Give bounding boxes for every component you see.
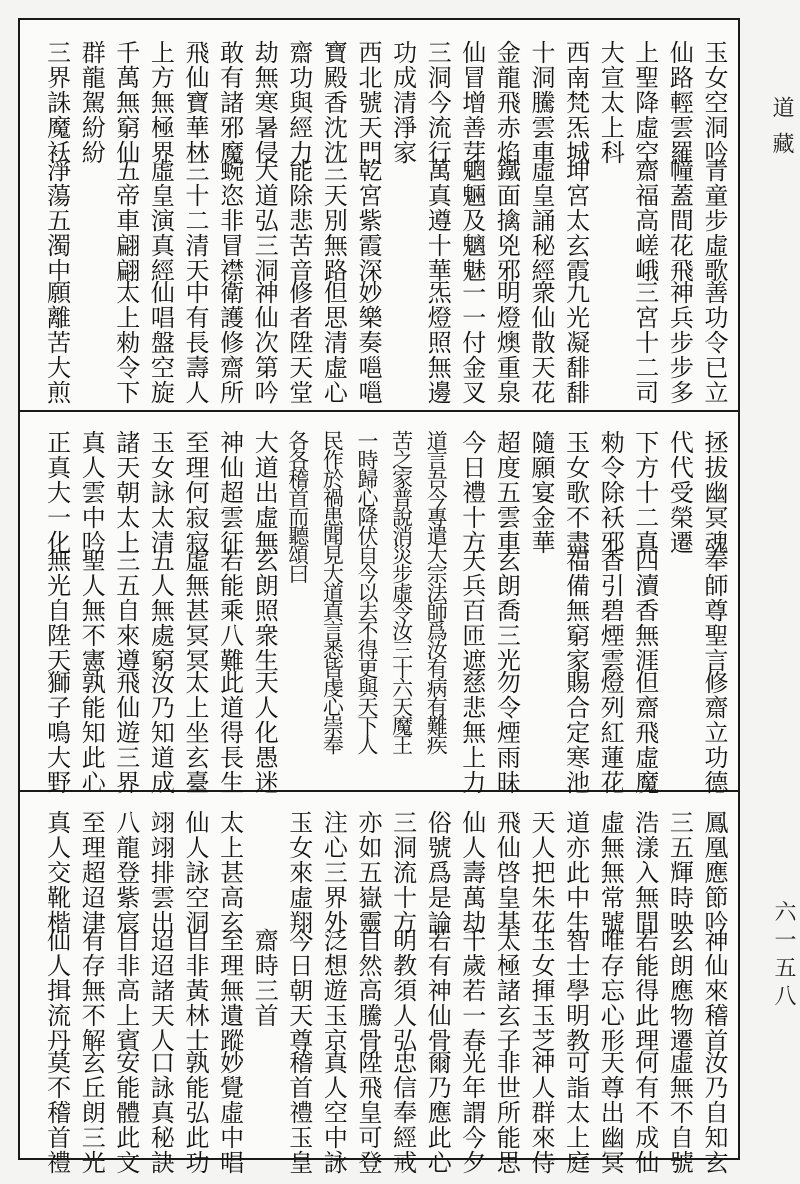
verse-line: 虛皇誦秘經 [527,158,555,283]
verse-line: 中有長壽人 [181,280,209,405]
verse-line: 隨願宴金華 [527,430,555,555]
verse-line: 陞飛皇可登 [354,1050,382,1175]
verse-line: 修齋立功德 [700,670,728,795]
verse-line: 虛皇演真經 [146,158,175,283]
verse-line: 三十二清天 [181,158,209,283]
verse-line: 齋福高嵯峨 [630,158,659,283]
verse-line: 一一付金叉 [457,280,486,405]
verse-line: 八龍登紫宸 [111,810,140,935]
verse-line: 泛想遊玉京 [319,928,348,1053]
verse-line: 燈列紅蓮花 [596,670,625,795]
verse-line: 三洞今流行 [423,40,452,165]
verse-line: 迢迢諸天人 [146,928,175,1053]
verse-line: 仙人揖流丹 [42,928,71,1053]
verse-line: 至理何寂寂 [181,430,209,555]
verse-line: 天人把朱花 [527,810,555,935]
verse-line: 鳳凰應節吟 [700,810,728,935]
verse-line: 萬真遵十華 [423,158,452,283]
verse-line: 蜿恣非冒襟 [215,158,244,283]
verse-line: 神仙次第吟 [250,280,279,405]
verse-line: 浩漾入無間 [630,810,659,935]
verse-line: 虛無不自號 [665,1050,694,1175]
verse-line: 至理無遺蹤 [215,928,244,1053]
verse-line: 三洞流十方 [388,810,417,935]
verse-line: 亦如五嶽靈 [354,810,382,935]
verse-line: 勑令除袄邪 [596,430,625,555]
verse-line: 今日朝天尊 [284,928,313,1053]
verse-line: 五帝車翩翩 [111,158,140,283]
verse-line: 安能體此文 [111,1050,140,1175]
verse-line: 唯存忘心形 [596,928,625,1053]
verse-line: 三界誅魔袄 [42,40,71,165]
verse-line: 能除悲苦音 [284,158,313,283]
verse-line: 天兵百匝遮 [457,548,486,673]
verse-line: 孰能弘此功 [181,1050,209,1175]
verse-line: 聖人無不憲 [77,548,106,673]
verse-line: 金龍飛赤焰 [492,40,521,165]
verse-line: 諸天朝太上 [111,430,140,555]
verse-line: 神仙超雲征 [215,430,244,555]
verse-line: 俗號爲是論 [423,810,452,935]
verse-line: 神仙來稽首 [700,928,728,1053]
verse-line: 天尊出幽冥 [596,1050,625,1175]
verse-line: 此道得長生 [215,670,244,795]
verse-line: 無光自陞天 [42,548,71,673]
verse-line: 奉師尊聖言 [700,548,728,673]
verse-line: 仙人壽萬劫 [457,810,486,935]
verse-line: 群龍駕紛紛 [77,40,106,165]
verse-line: 三天別無路 [319,158,348,283]
verse-line: 功成清淨家 [388,40,417,165]
verse-line: 鐵面擒兇邪 [492,158,521,283]
verse-line: 千萬無窮仙 [111,40,140,165]
verse-line: 大道弘三洞 [250,158,279,283]
verse-line: 今日禮十方 [457,430,486,555]
prose-line: 一時歸心降伏自今以去不得更與天下人 [355,430,379,753]
verse-line: 青童步虛歌 [700,158,728,283]
verse-line: 炁燈照無邊 [423,280,452,405]
verse-line: 仙唱盤空旋 [146,280,175,405]
verse-line: 大宣太上科 [596,40,625,165]
verse-line: 十洞騰雲車 [527,40,555,165]
verse-line: 可詣太上庭 [561,1050,590,1175]
prose-line: 苦之家普說消災步虛令汝三十六天魔王 [389,430,414,753]
verse-line: 拯拔幽冥魂 [700,430,728,555]
verse-line: 忠信奉經戒 [388,1050,417,1175]
verse-line: 魍魎及魑魅 [457,158,486,283]
verse-line: 若能得此理 [630,928,659,1053]
verse-line: 光年謂今夕 [457,1050,486,1175]
verse-line: 賜合定寒池 [561,670,590,795]
verse-line: 善功令已立 [700,280,728,405]
verse-line: 慈悲無上力 [457,670,486,795]
verse-line: 明教須人弘 [388,928,417,1053]
verse-line: 玉女詠太清 [146,430,175,555]
verse-line: 香引碧煙雲 [596,548,625,673]
verse-line: 天人化愚迷 [250,670,279,795]
verse-line: 劫無寒暑侵 [250,40,279,165]
verse-line: 玉女空洞吟 [700,40,728,165]
verse-line: 自非高上賓 [111,928,140,1053]
verse-line: 福備無窮家 [561,548,590,673]
verse-line: 玄朗喬三光 [492,548,521,673]
verse-line: 超度五雲車 [492,430,521,555]
verse-line: 獅子鳴大野 [42,670,71,795]
verse-line: 飛仙啓皇基 [492,810,521,935]
verse-line: 淨蕩五濁中 [42,158,71,283]
verse-line: 仙人詠空洞 [181,810,209,935]
verse-line: 玄朗照衆生 [250,548,279,673]
verse-line: 汝乃知道成 [146,670,175,795]
verse-line: 道亦此中生 [561,810,590,935]
verse-line: 虛無甚冥冥 [181,548,209,673]
verse-line: 自非黃林士 [181,928,209,1053]
verse-line: 幢蓋間花飛 [665,158,694,283]
verse-line: 飛仙遊三界 [111,670,140,795]
verse-line: 玉女揮玉芝 [527,928,555,1053]
register-divider [20,410,738,412]
verse-line: 五人無處窮 [146,548,175,673]
prose-line: 民作於禍患聞見大道真言悉皆虔心崇奉 [320,430,345,753]
verse-line: 有存無不解 [77,928,106,1053]
verse-line: 真人雲中吟 [77,430,106,555]
verse-line: 真人空中詠 [319,1050,348,1175]
verse-line: 智士學明教 [561,928,590,1053]
verse-line: 妙覺虛中唱 [215,1050,244,1175]
verse-line: 至理超迢津 [77,810,106,935]
verse-line: 下方十二真 [630,430,659,555]
verse-line: 若能乘八難 [215,548,244,673]
verse-line: 正真大一化 [42,430,71,555]
verse-line: 玉女來虛翔 [284,810,313,935]
verse-line: 九光凝馡馡 [561,280,590,405]
verse-line: 太上坐玄臺 [181,670,209,795]
verse-line: 敢有諸邪魔 [215,40,244,165]
verse-line: 孰能知此心 [77,670,106,795]
verse-line: 三五輝時映 [665,810,694,935]
page-number: 六一五八 [771,900,796,1012]
verse-line: 上聖降虛空 [630,40,659,165]
verse-line: 仙冒增善芽 [457,40,486,165]
verse-line: 妙樂奏嗈嗈 [354,280,382,405]
verse-line: 注心三界外 [319,810,348,935]
verse-line: 若有神仙骨 [423,928,452,1053]
verse-line: 但齋飛虛魔 [630,670,659,795]
verse-line: 仙路輕雲羅 [665,40,694,165]
verse-line: 神兵步步多 [665,280,694,405]
verse-line: 太極諸玄子 [492,928,521,1053]
verse-line: 三五自來遵 [111,548,140,673]
verse-line: 翊翊排雲出 [146,810,175,935]
page-frame [18,18,740,1175]
verse-line: 自然高騰骨 [354,928,382,1053]
verse-line: 齋功與經力 [284,40,313,165]
verse-line: 爾乃應此心 [423,1050,452,1175]
prose-line: 各各稽首而聽頌曰 [285,430,310,582]
verse-line: 非世所能思 [492,1050,521,1175]
verse-line: 明燈燠重泉 [492,280,521,405]
verse-line: 神人群來侍 [527,1050,555,1175]
verse-line: 勿令煙雨昧 [492,670,521,795]
verse-line: 坤宮太玄霞 [561,158,590,283]
verse-line: 何有不成仙 [630,1050,659,1175]
verse-line: 但思清虛心 [319,280,348,405]
verse-line: 太上甚高玄 [215,810,244,935]
verse-line: 玄丘朗三光 [77,1050,106,1175]
verse-line: 稽首禮玉皇 [284,1050,313,1175]
verse-line: 齋時三首 [250,928,279,1028]
verse-line: 西北號天門 [354,40,382,165]
verse-line: 口詠真秘訣 [146,1050,175,1175]
verse-line: 修者陞天堂 [284,280,313,405]
verse-line: 汝乃自知玄 [700,1050,728,1175]
verse-line: 四瀆香無涯 [630,548,659,673]
verse-line: 玄朗應物遷 [665,928,694,1053]
verse-line: 衛護修齋所 [215,280,244,405]
verse-line: 代代受榮遷 [665,430,694,555]
verse-line: 飛仙寶華林 [181,40,209,165]
prose-line: 道言吾今專遣大宗法師爲汝有病有難疾 [424,430,449,753]
verse-line: 虛無無常號 [596,810,625,935]
side-label: 道藏 [769,96,794,168]
verse-line: 上方無極界 [146,40,175,165]
verse-line: 衆仙散天花 [527,280,555,405]
verse-line: 願離苦大煎 [42,280,71,405]
verse-line: 西南梵炁城 [561,40,590,165]
verse-line: 玉女歌不盡 [561,430,590,555]
verse-line: 千歲若一春 [457,928,486,1053]
verse-line: 乾宮紫霞深 [354,158,382,283]
verse-line: 太上勑令下 [111,280,140,405]
verse-line: 大道出虛無 [250,430,279,555]
verse-line: 真人交靴楷 [42,810,71,935]
verse-line: 莫不稽首禮 [42,1050,71,1175]
verse-line: 寶殿香沈沈 [319,40,348,165]
verse-line: 三宮十二司 [630,280,659,405]
